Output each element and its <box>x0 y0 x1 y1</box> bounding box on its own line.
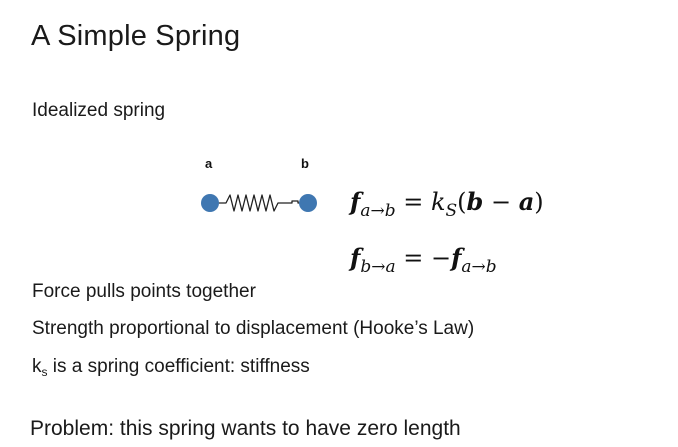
eq2-force-symbol-2: f <box>451 243 462 272</box>
equation-force-a-to-b <box>350 187 544 221</box>
point-a-label: a <box>205 156 213 171</box>
subtitle: Idealized spring <box>32 100 166 121</box>
eq1-open-paren: ( <box>457 188 467 216</box>
bullet-stiffness <box>32 356 310 379</box>
equation-force-b-to-a <box>350 243 497 277</box>
ks-subscript: s <box>41 365 48 379</box>
problem-statement: Problem: this spring wants to have zero length <box>30 417 461 440</box>
eq1-force-symbol: f <box>350 187 361 216</box>
point-b-label: b <box>301 156 309 171</box>
eq2-equals: = − <box>395 244 452 272</box>
ks-symbol: k <box>32 356 42 377</box>
stiffness-text: is a spring coefficient: stiffness <box>47 356 310 377</box>
eq1-k-subscript: S <box>445 201 458 221</box>
bullet-hookes-law: Strength proportional to displacement (Hooke’s Law) <box>32 318 475 339</box>
spring-illustration <box>196 188 326 218</box>
point-b <box>299 194 317 212</box>
eq1-minus: − <box>483 188 519 216</box>
spring-coil <box>210 195 306 211</box>
eq1-subscript: a→b <box>360 201 396 221</box>
eq1-close-paren: ) <box>534 188 544 216</box>
slide-title: A Simple Spring <box>31 20 241 52</box>
point-a <box>201 194 219 212</box>
eq2-subscript: b→a <box>360 257 396 277</box>
eq1-equals: = <box>395 188 431 216</box>
eq1-a: a <box>518 187 535 216</box>
eq2-force-symbol: f <box>350 243 361 272</box>
eq1-b: b <box>466 187 484 216</box>
eq2-subscript-2: a→b <box>461 257 497 277</box>
eq1-k: k <box>430 188 446 216</box>
bullet-force-pulls: Force pulls points together <box>32 281 256 302</box>
